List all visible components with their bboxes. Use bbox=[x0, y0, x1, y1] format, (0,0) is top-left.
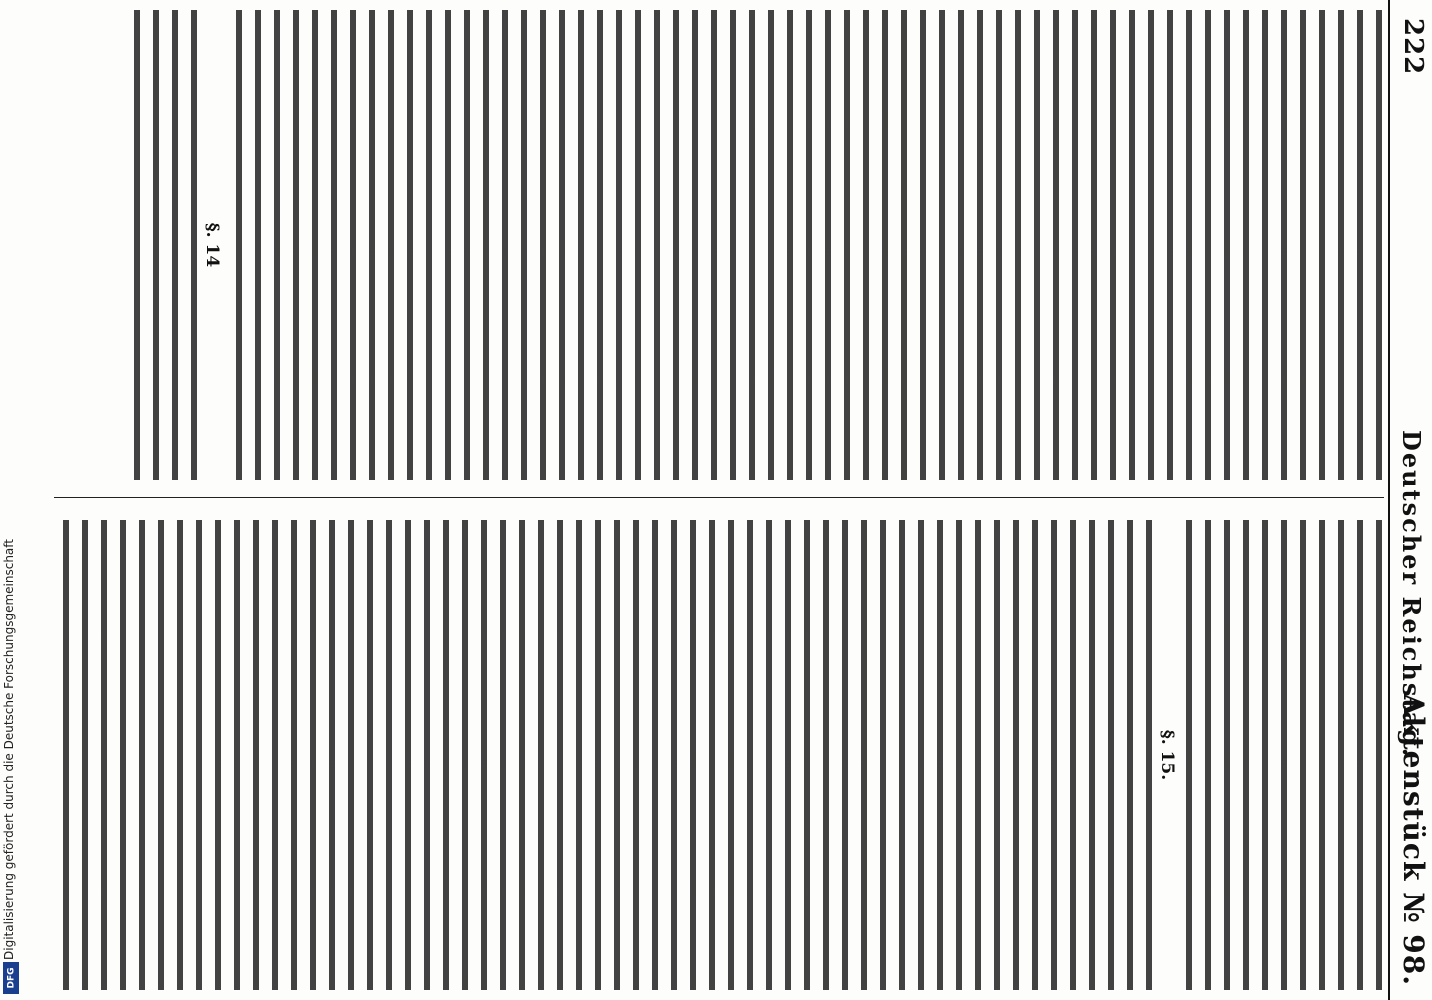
page-number: 222 bbox=[1398, 18, 1428, 76]
dfg-logo: DFG bbox=[3, 962, 19, 994]
page-header bbox=[1388, 0, 1432, 1000]
right-column bbox=[62, 520, 1382, 990]
text-block bbox=[132, 10, 197, 480]
text-block bbox=[62, 520, 1152, 990]
column-divider bbox=[54, 497, 1384, 498]
section-heading: §. 14 bbox=[202, 222, 222, 268]
running-title: Deutscher Reichstag. bbox=[1397, 430, 1426, 759]
text-block bbox=[232, 10, 1382, 480]
section-heading: §. 15. bbox=[1157, 729, 1177, 781]
digitization-note: Digitalisierung gefördert durch die Deutsche Forschungsgemeinschaft bbox=[2, 538, 16, 960]
left-column bbox=[132, 10, 1382, 480]
document-number: Aktenstück № 98. bbox=[1397, 693, 1430, 986]
text-block bbox=[1182, 520, 1382, 990]
